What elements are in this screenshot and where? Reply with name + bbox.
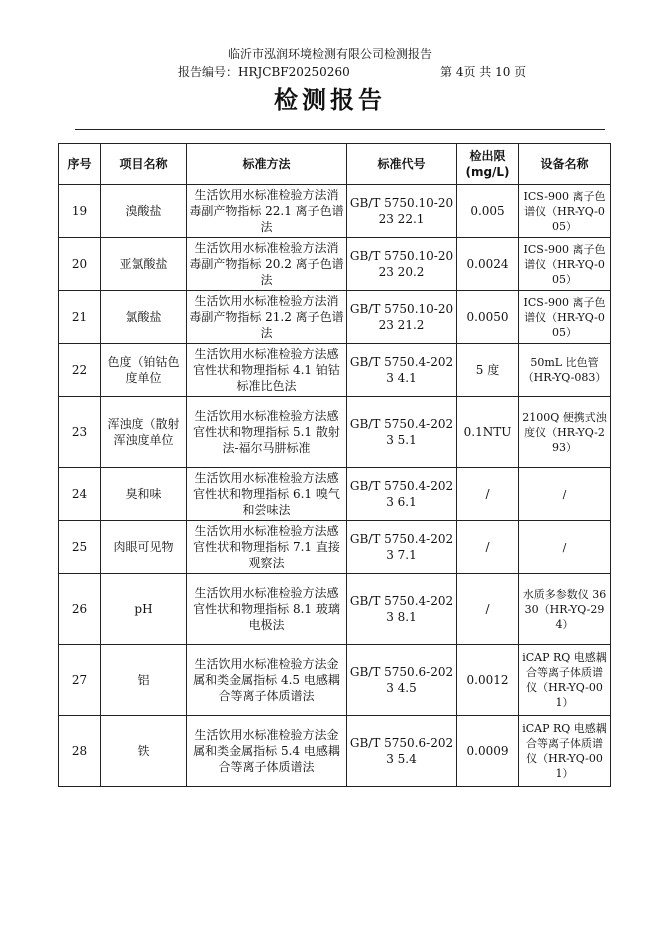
equipment-name: / [519, 468, 611, 521]
standard-code: GB/T 5750.10-2023 21.2 [347, 291, 457, 344]
row-number: 24 [59, 468, 101, 521]
detection-limit: 0.0050 [457, 291, 519, 344]
item-name: 臭和味 [101, 468, 187, 521]
detection-limit: 0.0009 [457, 716, 519, 787]
standard-method: 生活饮用水标准检验方法感官性状和物理指标 6.1 嗅气和尝味法 [187, 468, 347, 521]
table-row [59, 521, 611, 574]
standard-code: GB/T 5750.4-2023 6.1 [347, 468, 457, 521]
report-number: 报告编号：HRJCBF20250260 [178, 65, 350, 79]
item-name: 氯酸盐 [101, 291, 187, 344]
standard-method: 生活饮用水标准检验方法金属和类金属指标 5.4 电感耦合等离子体质谱法 [187, 716, 347, 787]
detection-limit: / [457, 574, 519, 645]
item-name: 浑浊度（散射浑浊度单位 [101, 397, 187, 468]
row-number: 27 [59, 645, 101, 716]
table-row [59, 238, 611, 291]
standard-code: GB/T 5750.10-2023 20.2 [347, 238, 457, 291]
standard-code: GB/T 5750.4-2023 4.1 [347, 344, 457, 397]
row-number: 22 [59, 344, 101, 397]
equipment-name: / [519, 521, 611, 574]
detection-limit: 0.0024 [457, 238, 519, 291]
standard-code: GB/T 5750.10-2023 22.1 [347, 185, 457, 238]
equipment-name: iCAP RQ 电感耦合等离子体质谱仪（HR-YQ-001） [519, 645, 611, 716]
standard-method: 生活饮用水标准检验方法感官性状和物理指标 4.1 铂钴标准比色法 [187, 344, 347, 397]
standard-method: 生活饮用水标准检验方法感官性状和物理指标 7.1 直接观察法 [187, 521, 347, 574]
table-header-row [59, 144, 611, 185]
detection-limit: 5 度 [457, 344, 519, 397]
col-header-no: 序号 [59, 144, 101, 185]
detection-limit: / [457, 521, 519, 574]
row-number: 21 [59, 291, 101, 344]
row-number: 19 [59, 185, 101, 238]
row-number: 23 [59, 397, 101, 468]
company-name: 临沂市泓润环境检测有限公司检测报告 [227, 47, 432, 61]
standard-method: 生活饮用水标准检验方法感官性状和物理指标 5.1 散射法-福尔马肼标准 [187, 397, 347, 468]
table-row [59, 397, 611, 468]
item-name: 色度（铂钴色度单位 [101, 344, 187, 397]
table-row [59, 185, 611, 238]
table-body [59, 185, 611, 787]
col-header-method: 标准方法 [187, 144, 347, 185]
standard-method: 生活饮用水标准检验方法消毒副产物指标 21.2 离子色谱法 [187, 291, 347, 344]
table-row [59, 291, 611, 344]
col-header-limit: 检出限 (mg/L) [457, 144, 519, 185]
table-row [59, 344, 611, 397]
equipment-name: ICS-900 离子色谱仪（HR-YQ-005） [519, 185, 611, 238]
equipment-name: iCAP RQ 电感耦合等离子体质谱仪（HR-YQ-001） [519, 716, 611, 787]
col-header-equipment: 设备名称 [519, 144, 611, 185]
col-header-code: 标准代号 [347, 144, 457, 185]
page-info: 第 4页 共 10 页 [440, 65, 527, 79]
detection-limit: 0.0012 [457, 645, 519, 716]
standard-code: GB/T 5750.6-2023 5.4 [347, 716, 457, 787]
page-title: 检测报告 [274, 86, 386, 114]
table-row [59, 716, 611, 787]
equipment-name: 2100Q 便携式浊度仪（HR-YQ-293） [519, 397, 611, 468]
equipment-name: 50mL 比色管（HR-YQ-083） [519, 344, 611, 397]
standard-code: GB/T 5750.4-2023 8.1 [347, 574, 457, 645]
row-number: 20 [59, 238, 101, 291]
standard-method: 生活饮用水标准检验方法感官性状和物理指标 8.1 玻璃电极法 [187, 574, 347, 645]
item-name: 溴酸盐 [101, 185, 187, 238]
table-row [59, 574, 611, 645]
item-name: 铁 [101, 716, 187, 787]
row-number: 26 [59, 574, 101, 645]
item-name: 铝 [101, 645, 187, 716]
item-name: pH [101, 574, 187, 645]
standard-method: 生活饮用水标准检验方法金属和类金属指标 4.5 电感耦合等离子体质谱法 [187, 645, 347, 716]
detection-limit: 0.005 [457, 185, 519, 238]
equipment-name: ICS-900 离子色谱仪（HR-YQ-005） [519, 291, 611, 344]
detection-methods-table [58, 143, 611, 787]
table-row [59, 645, 611, 716]
standard-method: 生活饮用水标准检验方法消毒副产物指标 22.1 离子色谱法 [187, 185, 347, 238]
row-number: 28 [59, 716, 101, 787]
item-name: 肉眼可见物 [101, 521, 187, 574]
row-number: 25 [59, 521, 101, 574]
table-row [59, 468, 611, 521]
title-divider [75, 129, 605, 130]
standard-method: 生活饮用水标准检验方法消毒副产物指标 20.2 离子色谱法 [187, 238, 347, 291]
detection-limit: 0.1NTU [457, 397, 519, 468]
standard-code: GB/T 5750.4-2023 5.1 [347, 397, 457, 468]
equipment-name: 水质多参数仪 3630（HR-YQ-294） [519, 574, 611, 645]
standard-code: GB/T 5750.6-2023 4.5 [347, 645, 457, 716]
col-header-item: 项目名称 [101, 144, 187, 185]
standard-code: GB/T 5750.4-2023 7.1 [347, 521, 457, 574]
item-name: 亚氯酸盐 [101, 238, 187, 291]
equipment-name: ICS-900 离子色谱仪（HR-YQ-005） [519, 238, 611, 291]
detection-limit: / [457, 468, 519, 521]
